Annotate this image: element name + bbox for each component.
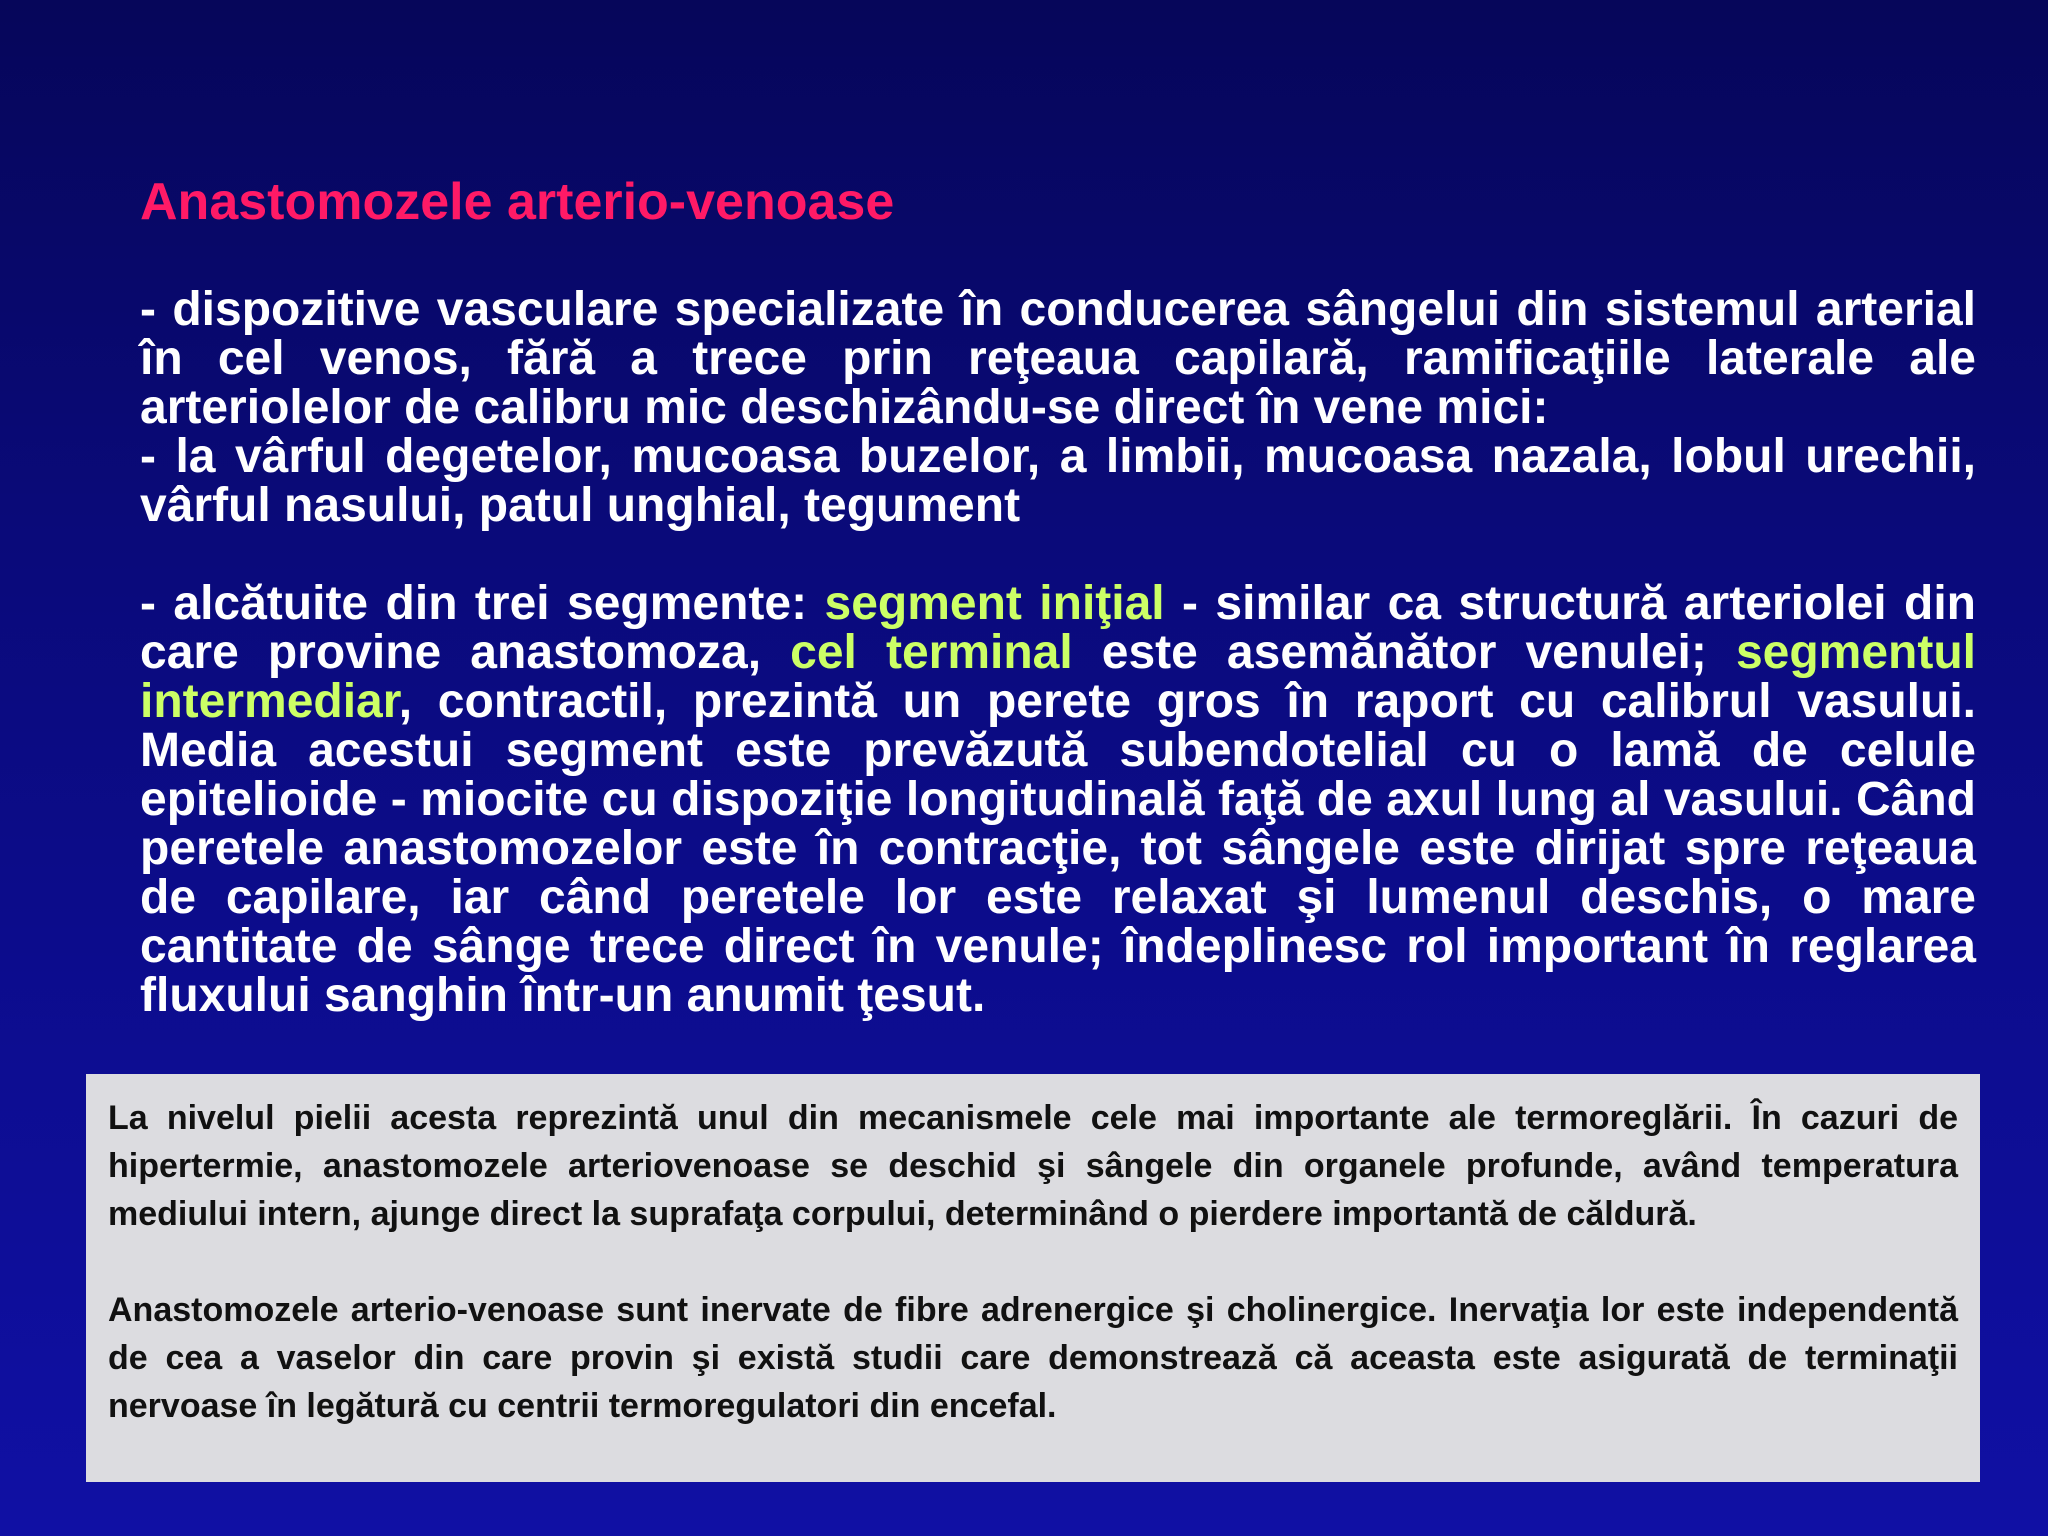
structure-paragraph: [140, 579, 1976, 1020]
structure-text: este asemănător venulei;: [1072, 626, 1736, 679]
structure-text: - similar ca structură arteriolei din care provine anastomoza,: [140, 577, 1976, 679]
slide-title: Anastomozele arterio-venoase: [140, 173, 895, 231]
highlight-initial-segment: segment iniţial: [824, 577, 1165, 630]
structure-text: , contractil, prezintă un perete gros în raport cu calibrul vasului. Media acestui segment este prevăzută subendotelial cu o lamă de celule epitelioide - miocite cu dispoziţie longitudinală faţă de axul lung al vasului. Când peretele anastomozelor este în contracţie, tot sângele este dirijat spre reţeaua de capilare, iar când peretele lor este relaxat şi lumenul deschis, o mare cantitate de sânge trece direct în venule; îndeplinesc rol important în reglarea fluxului sanghin într-un anumit ţesut.: [140, 675, 1976, 1022]
highlight-terminal-segment: cel terminal: [790, 626, 1073, 679]
highlight-intermediate-segment: segmentul intermediar: [140, 626, 1976, 728]
locations-paragraph: - la vârful degetelor, mucoasa buzelor, a limbii, mucoasa nazala, lobul urechii, vârful nasului, patul unghial, tegument: [140, 430, 1976, 532]
structure-text: - alcătuite din trei segmente:: [140, 577, 825, 630]
thermoregulation-info-box: [86, 1074, 1980, 1482]
innervation-paragraph: Anastomozele arterio-venoase sunt inervate de fibre adrenergice şi cholinergice. Inervaţia lor este independentă de cea a vaselor din care provin şi există studii care demonstrează că aceasta este asigurată de terminaţii nervoase în legătură cu centrii termoregulatori din encefal.: [108, 1291, 1958, 1425]
definition-paragraph: - dispozitive vasculare specializate în conducerea sângelui din sistemul arterial în cel venos, fără a trece prin reţeaua capilară, ramificaţiile laterale ale arteriolelor de calibru mic deschizându-se direct în vene mici:: [140, 283, 1976, 434]
thermoregulation-paragraph: La nivelul pielii acesta reprezintă unul din mecanismele cele mai importante ale termoreglării. În cazuri de hipertermie, anastomozele arteriovenoase se deschid şi sângele din organele profunde, având temperatura mediului intern, ajunge direct la suprafaţa corpului, determinând o pierdere importantă de căldură.: [108, 1099, 1958, 1233]
